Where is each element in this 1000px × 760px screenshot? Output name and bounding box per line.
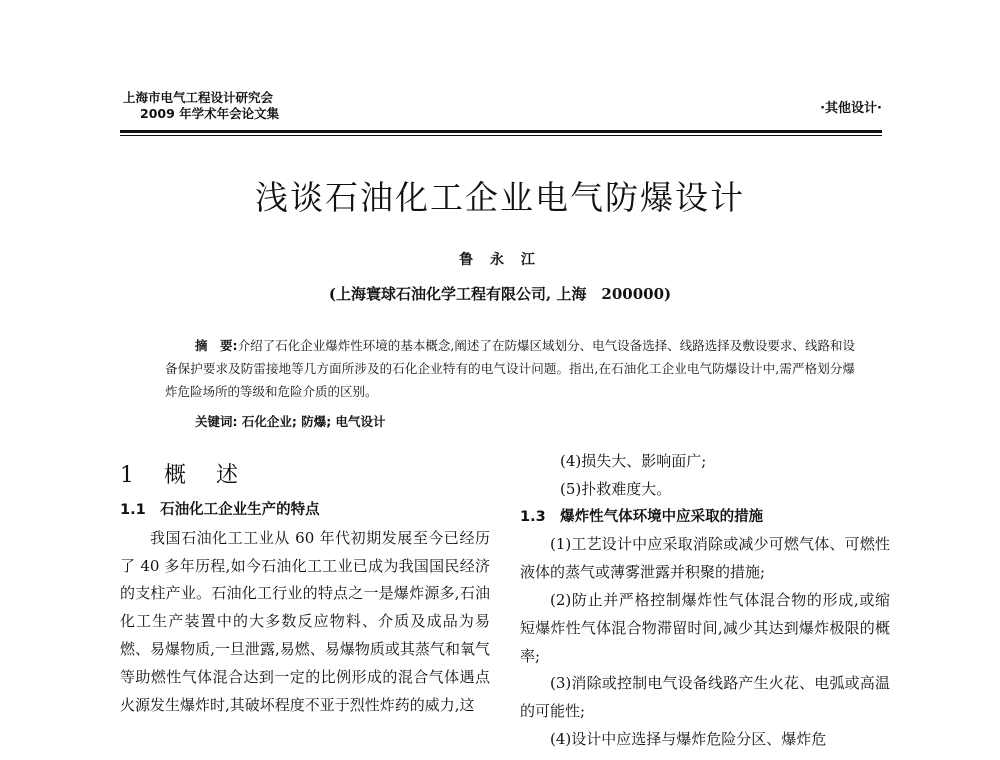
measure-paragraph: (4)设计中应选择与爆炸危险分区、爆炸危 bbox=[550, 729, 827, 748]
subsection-heading: 1.1 石油化工企业生产的特点 bbox=[120, 502, 320, 518]
abstract-text: 介绍了石化企业爆炸性环境的基本概念,阐述了在防爆区域划分、电气设备选择、线路选择及敷设要求、线路和设备保护要求及防雷接地等几方面所涉及的石化企业特有的电气设计问题。指出,在石油化工企业电气防爆设计中,需严格划分爆炸危险场所的等级和危险介质的区别。 bbox=[165, 338, 855, 399]
journal-line-2: 2009 年学术年会论文集 bbox=[140, 106, 280, 121]
journal-line-1: 上海市电气工程设计研究会 bbox=[123, 90, 274, 105]
measure-paragraph: (3)消除或控制电气设备线路产生火花、电弧或高温的可能性; bbox=[520, 674, 890, 721]
list-item: (4)损失大、影响面广; bbox=[560, 452, 707, 470]
subsection-heading: 1.3 爆炸性气体环境中应采取的措施 bbox=[520, 508, 764, 525]
header-rule-thin bbox=[120, 135, 882, 136]
keywords: 关键词: 石化企业; 防爆; 电气设计 bbox=[195, 414, 386, 429]
left-column bbox=[120, 458, 490, 719]
section-label: ·其他设计· bbox=[820, 101, 882, 116]
paper-title: 浅谈石油化工企业电气防爆设计 bbox=[255, 178, 745, 217]
body-paragraph: 我国石油化工工业从 60 年代初期发展至今已经历了 40 多年历程,如今石油化工工业已成为我国国民经济的支柱产业。石油化工行业的特点之一是爆炸源多,石油化工生产装置中的大多数反应物料、介质及成品为易燃、易爆物质,一旦泄露,易燃、易爆物质或其蒸气和氧气等助燃性气体混合达到一定的比例形成的混合气体遇点火源发生爆炸时,其破坏程度不亚于烈性炸药的威力,这 bbox=[120, 528, 490, 714]
abstract bbox=[165, 334, 855, 403]
header-rule-thick bbox=[120, 130, 882, 133]
journal-header bbox=[123, 90, 279, 122]
abstract-label: 摘 要: bbox=[195, 338, 238, 353]
section-heading: 1 概 述 bbox=[120, 463, 242, 488]
right-column bbox=[520, 448, 890, 754]
measure-paragraph: (1)工艺设计中应采取消除或减少可燃气体、可燃性液体的蒸气或薄雾泄露并积聚的措施; bbox=[520, 535, 890, 582]
list-item: (5)扑救难度大。 bbox=[560, 479, 672, 498]
measure-paragraph: (2)防止并严格控制爆炸性气体混合物的形成,或缩短爆炸性气体混合物滞留时间,减少其达到爆炸极限的概率; bbox=[520, 590, 890, 665]
author: 鲁 永 江 bbox=[459, 252, 541, 268]
affiliation: (上海寰球石油化学工程有限公司, 上海 200000) bbox=[328, 285, 672, 303]
